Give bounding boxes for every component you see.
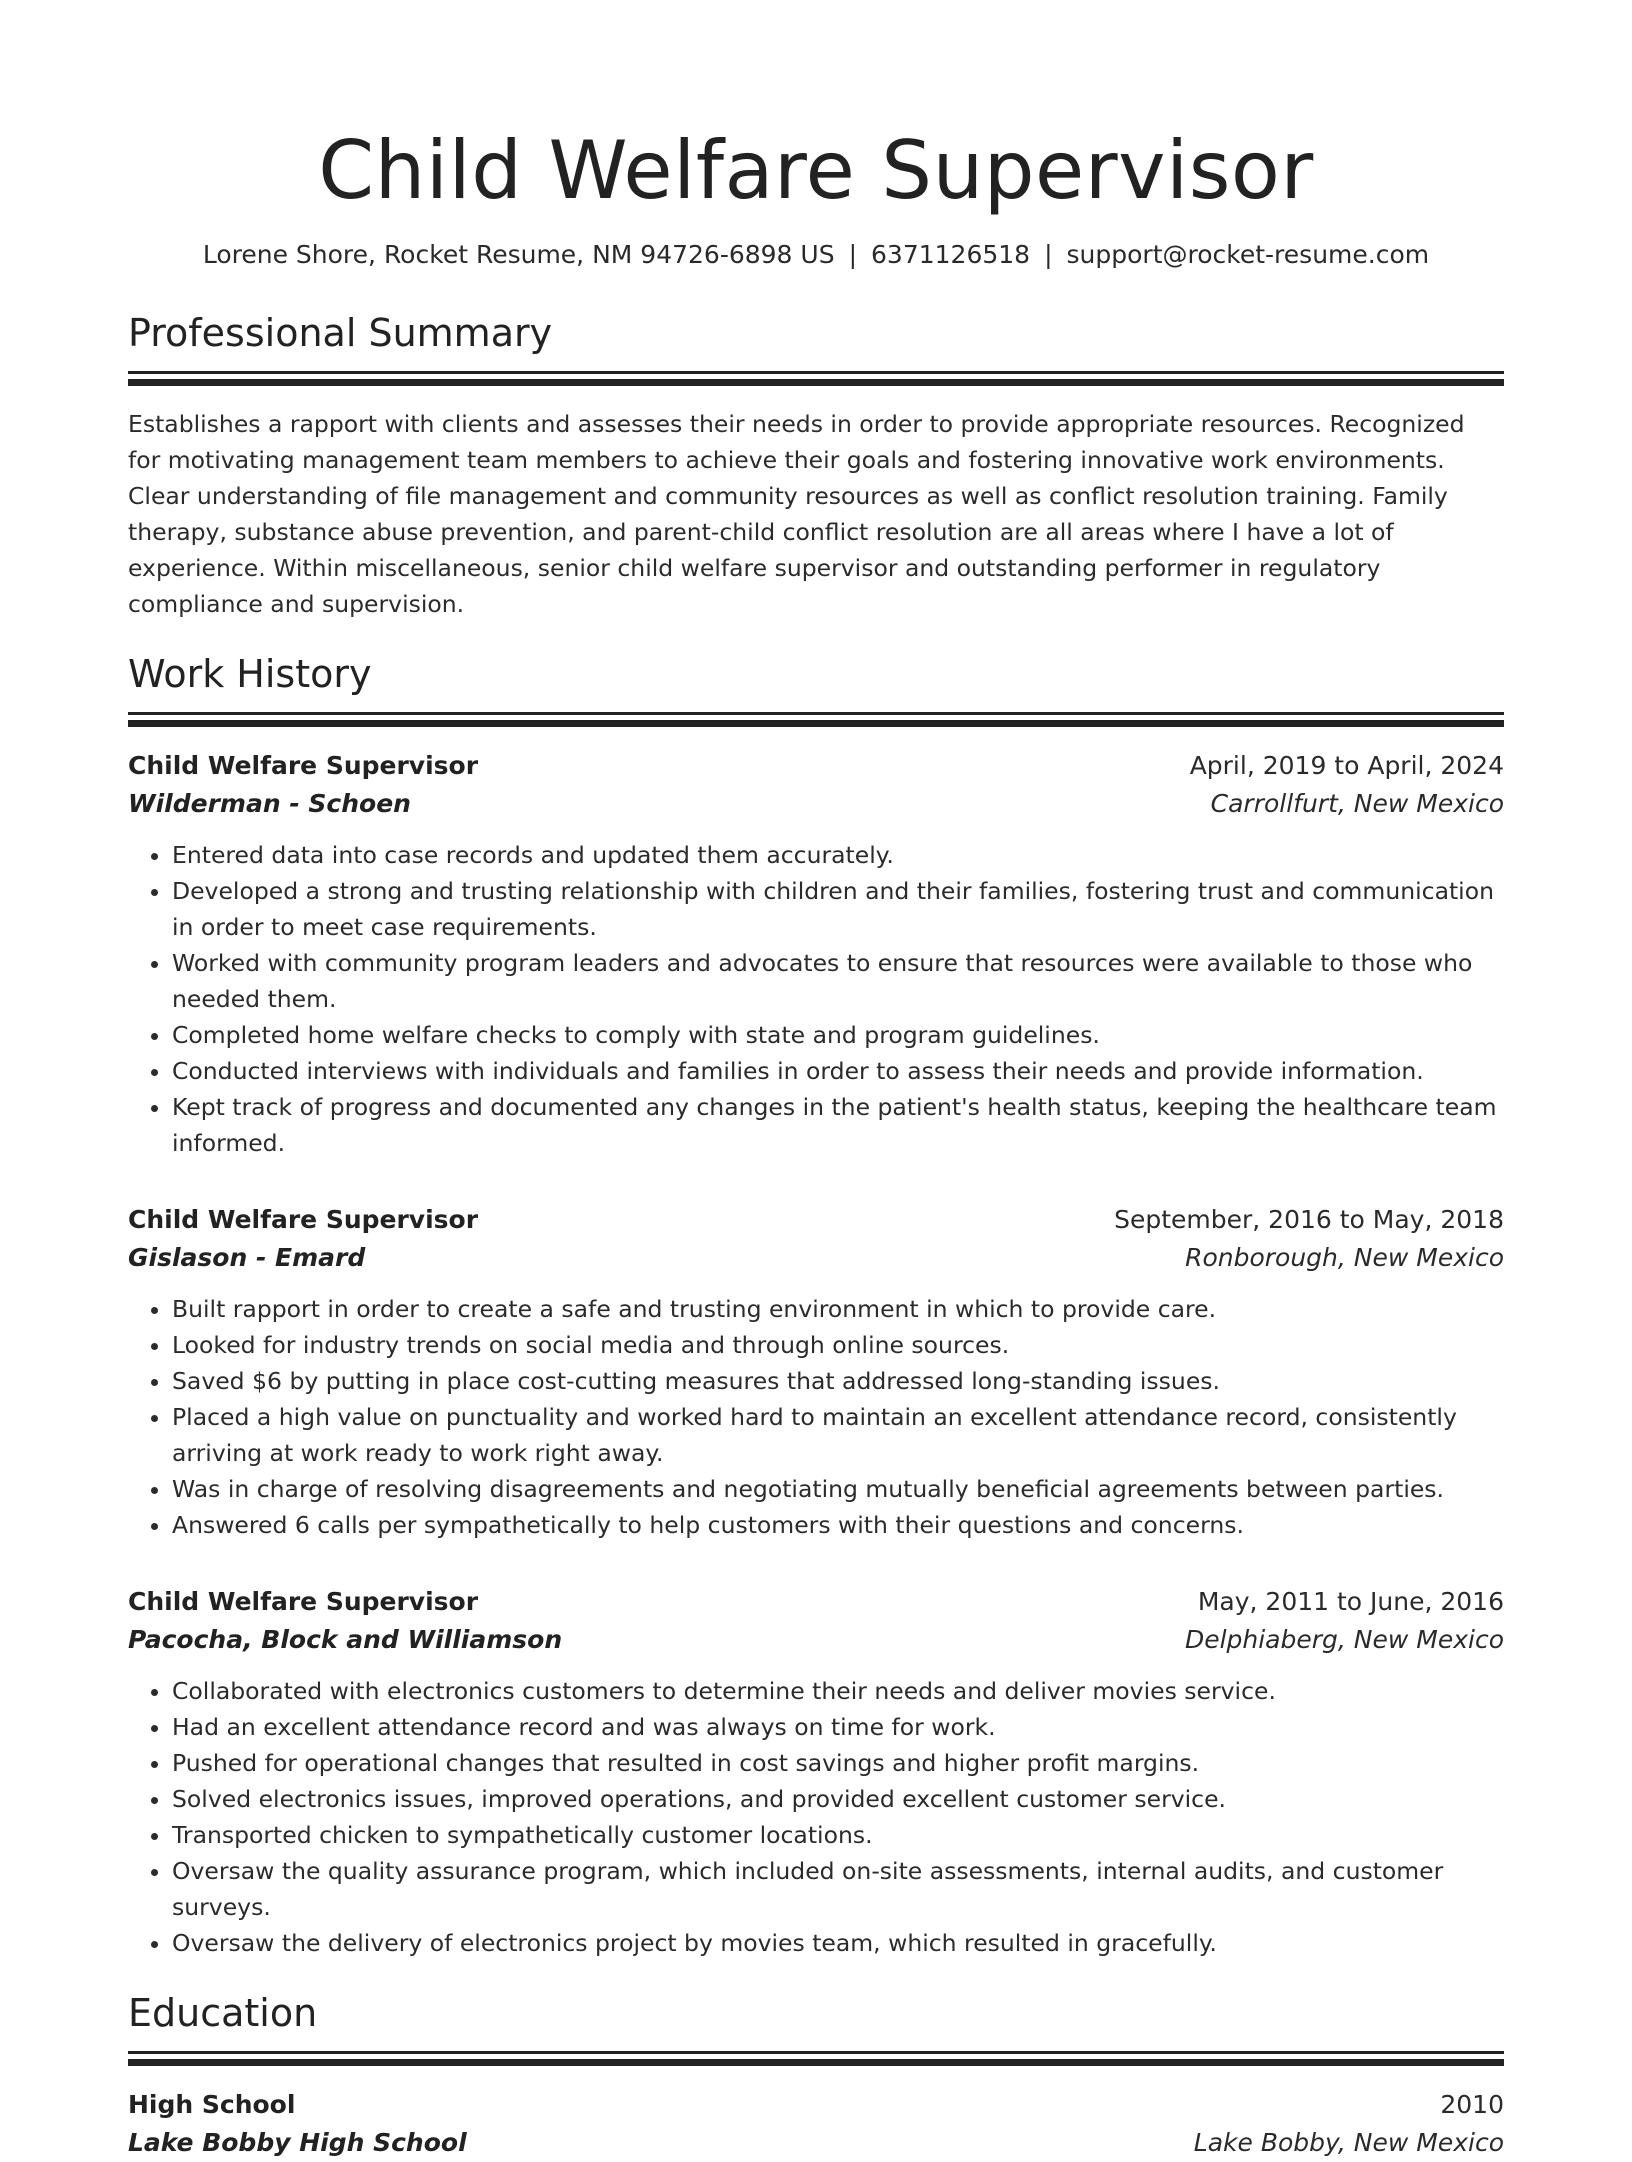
contact-line — [128, 238, 1504, 272]
job-company: Pacocha, Block and Williamson — [128, 1625, 563, 1654]
job-entry — [128, 1583, 1504, 1961]
section-divider — [128, 2051, 1504, 2054]
job-bullet: • Solved electronics issues, improved operations, and provided excellent customer service. — [172, 1781, 1504, 1817]
education-degree: High School — [128, 2090, 296, 2119]
job-bullet: • Kept track of progress and documented any changes in the patient's health status, keeping the healthcare team informed. — [172, 1089, 1504, 1161]
job-location: Carrollfurt, New Mexico — [1210, 789, 1504, 818]
section-divider-thick — [128, 2059, 1504, 2066]
job-bullet: • Collaborated with electronics customers to determine their needs and deliver movies service. — [172, 1673, 1504, 1709]
education-section — [128, 1989, 1504, 2162]
contact-email[interactable]: support@rocket-resume.com — [1066, 240, 1430, 269]
job-title: Child Welfare Supervisor — [128, 751, 479, 780]
job-location: Delphiaberg, New Mexico — [1184, 1625, 1504, 1654]
education-school: Lake Bobby High School — [128, 2128, 467, 2157]
job-bullet: • Built rapport in order to create a safe and trusting environment in which to provide care. — [172, 1291, 1504, 1327]
section-title-work: Work History — [128, 652, 372, 696]
section-divider — [128, 712, 1504, 715]
job-bullets — [128, 1291, 1504, 1543]
job-bullet: • Saved $6 by putting in place cost-cutting measures that addressed long-standing issues. — [172, 1363, 1504, 1399]
job-bullet: • Worked with community program leaders and advocates to ensure that resources were available to those who needed them. — [172, 945, 1504, 1017]
job-company-row — [128, 1621, 1504, 1659]
summary-text: Establishes a rapport with clients and assesses their needs in order to provide appropriate resources. Recognized for motivating management team members to achieve their goals and fostering innovative work environments. Clear understanding of file management and community resources as well as conflict resolution training. Family therapy, substance abuse prevention, and parent-child conflict resolution are all areas where I have a lot of experience. Within miscellaneous, senior child welfare supervisor and outstanding performer in regulatory compliance and supervision. — [128, 410, 1465, 618]
contact-phone: 6371126518 — [871, 240, 1031, 269]
education-entry — [128, 2086, 1504, 2162]
education-year: 2010 — [1440, 2090, 1504, 2119]
job-entry — [128, 1201, 1504, 1543]
job-dates: May, 2011 to June, 2016 — [1197, 1587, 1504, 1616]
job-bullet: • Transported chicken to sympathetically customer locations. — [172, 1817, 1504, 1853]
job-bullet: • Had an excellent attendance record and was always on time for work. — [172, 1709, 1504, 1745]
job-bullet: • Was in charge of resolving disagreements and negotiating mutually beneficial agreements between parties. — [172, 1471, 1504, 1507]
job-company: Wilderman - Schoen — [128, 789, 411, 818]
section-divider — [128, 371, 1504, 374]
job-bullet: • Pushed for operational changes that resulted in cost savings and higher profit margins. — [172, 1745, 1504, 1781]
job-bullet: • Oversaw the quality assurance program, which included on-site assessments, internal audits, and customer surveys. — [172, 1853, 1504, 1925]
job-bullet: • Completed home welfare checks to comply with state and program guidelines. — [172, 1017, 1504, 1053]
job-company-row — [128, 1239, 1504, 1277]
job-header-row — [128, 1201, 1504, 1239]
job-company-row — [128, 785, 1504, 823]
education-header-row — [128, 2086, 1504, 2124]
contact-address: Lorene Shore, Rocket Resume, NM 94726-6898 US — [202, 240, 835, 269]
job-header-row — [128, 1583, 1504, 1621]
section-divider-thick — [128, 379, 1504, 386]
job-bullet: • Entered data into case records and updated them accurately. — [172, 837, 1504, 873]
job-entry — [128, 747, 1504, 1161]
contact-separator: | — [1044, 240, 1053, 269]
job-dates: April, 2019 to April, 2024 — [1189, 751, 1504, 780]
work-history-section — [128, 650, 1504, 1961]
job-bullet: • Developed a strong and trusting relationship with children and their families, fostering trust and communication in order to meet case requirements. — [172, 873, 1504, 945]
job-bullets — [128, 837, 1504, 1161]
contact-separator: | — [848, 240, 858, 269]
job-bullet: • Answered 6 calls per sympathetically to help customers with their questions and concerns. — [172, 1507, 1504, 1543]
job-location: Ronborough, New Mexico — [1185, 1243, 1504, 1272]
resume-name: Child Welfare Supervisor — [318, 124, 1314, 217]
section-title-education: Education — [128, 1991, 318, 2035]
job-bullets — [128, 1673, 1504, 1961]
section-title-summary: Professional Summary — [128, 311, 553, 355]
job-bullet: • Placed a high value on punctuality and worked hard to maintain an excellent attendance record, consistently arriving at work ready to work right away. — [172, 1399, 1504, 1471]
education-school-row — [128, 2124, 1504, 2162]
job-bullet: • Conducted interviews with individuals and families in order to assess their needs and provide information. — [172, 1053, 1504, 1089]
job-title: Child Welfare Supervisor — [128, 1587, 479, 1616]
job-dates: September, 2016 to May, 2018 — [1114, 1205, 1504, 1234]
job-bullet: • Looked for industry trends on social media and through online sources. — [172, 1327, 1504, 1363]
job-title: Child Welfare Supervisor — [128, 1205, 479, 1234]
job-bullet: • Oversaw the delivery of electronics project by movies team, which resulted in gracefully. — [172, 1925, 1504, 1961]
job-company: Gislason - Emard — [128, 1243, 366, 1272]
education-location: Lake Bobby, New Mexico — [1193, 2128, 1504, 2157]
section-divider-thick — [128, 720, 1504, 727]
job-header-row — [128, 747, 1504, 785]
professional-summary-section — [128, 309, 1504, 622]
